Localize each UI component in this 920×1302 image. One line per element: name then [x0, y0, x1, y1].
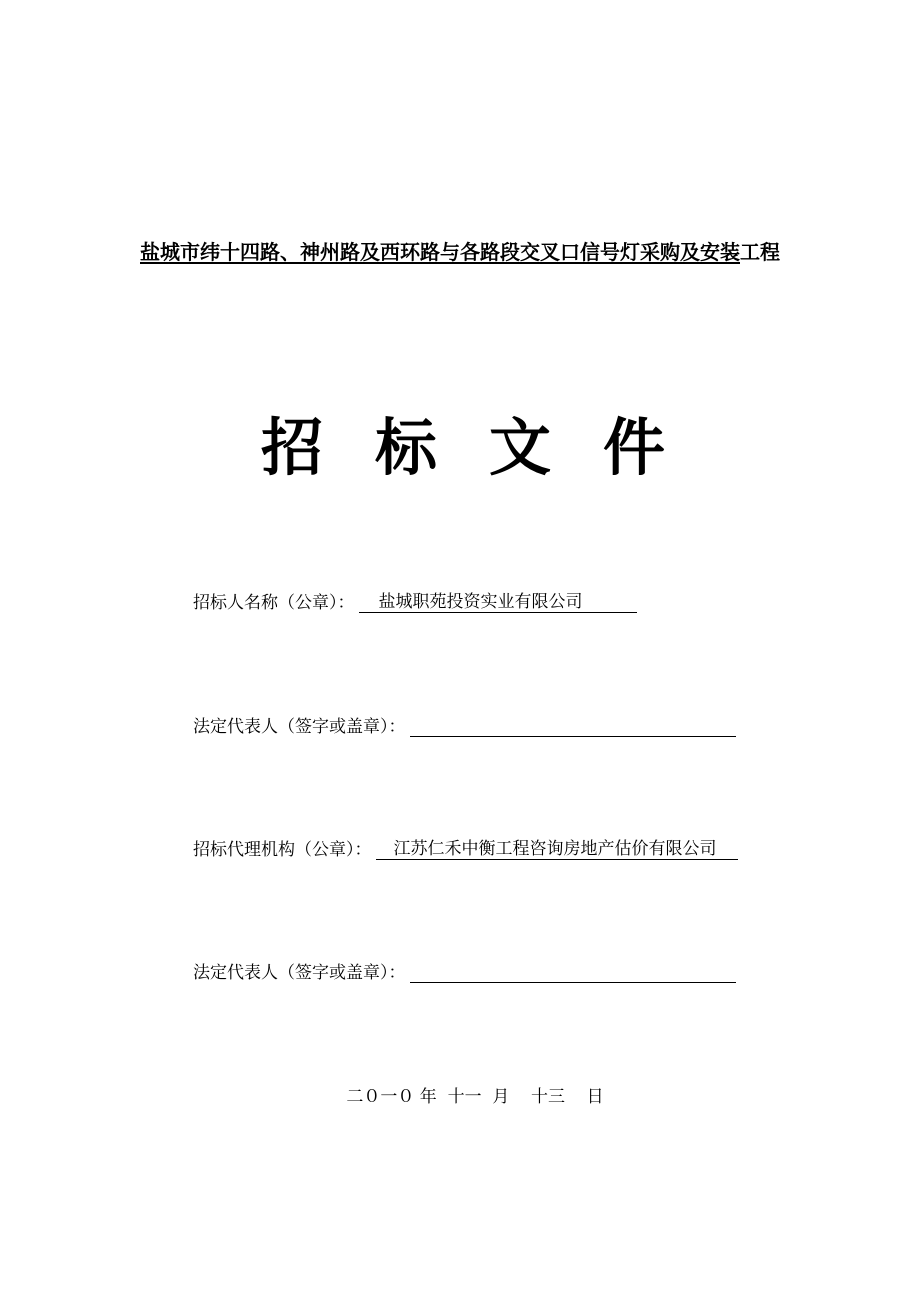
agency-label: 招标代理机构（公章）： [193, 840, 372, 860]
tenderer-label: 招标人名称（公章）： [193, 593, 355, 613]
document-title-char: 文 [489, 411, 552, 484]
legal-rep-label-2: 法定代表人（签字或盖章）： [193, 963, 406, 983]
legal-rep-field-1 [193, 712, 736, 737]
document-title-char: 招 [260, 411, 323, 484]
legal-rep-signature-line-1 [410, 717, 736, 737]
document-title [0, 398, 920, 487]
project-title-underlined: 盐城市纬十四路、神州路及西环路与各路段交叉口信号灯采购及安装 [140, 240, 740, 264]
legal-rep-signature-line-2 [410, 963, 736, 983]
agency-field [193, 835, 738, 860]
legal-rep-label-1: 法定代表人（签字或盖章）： [193, 717, 406, 737]
tenderer-field [193, 588, 637, 613]
tenderer-value: 盐城职苑投资实业有限公司 [359, 592, 637, 613]
document-title-char: 标 [374, 411, 437, 484]
agency-value: 江苏仁禾中衡工程咨询房地产估价有限公司 [376, 839, 738, 860]
project-title [0, 236, 920, 265]
document-title-char: 件 [603, 411, 666, 484]
legal-rep-field-2 [193, 958, 736, 983]
document-date: 二０一０ 年 十一 月 十三 日 [346, 1087, 604, 1107]
project-title-suffix: 工程 [740, 240, 780, 264]
